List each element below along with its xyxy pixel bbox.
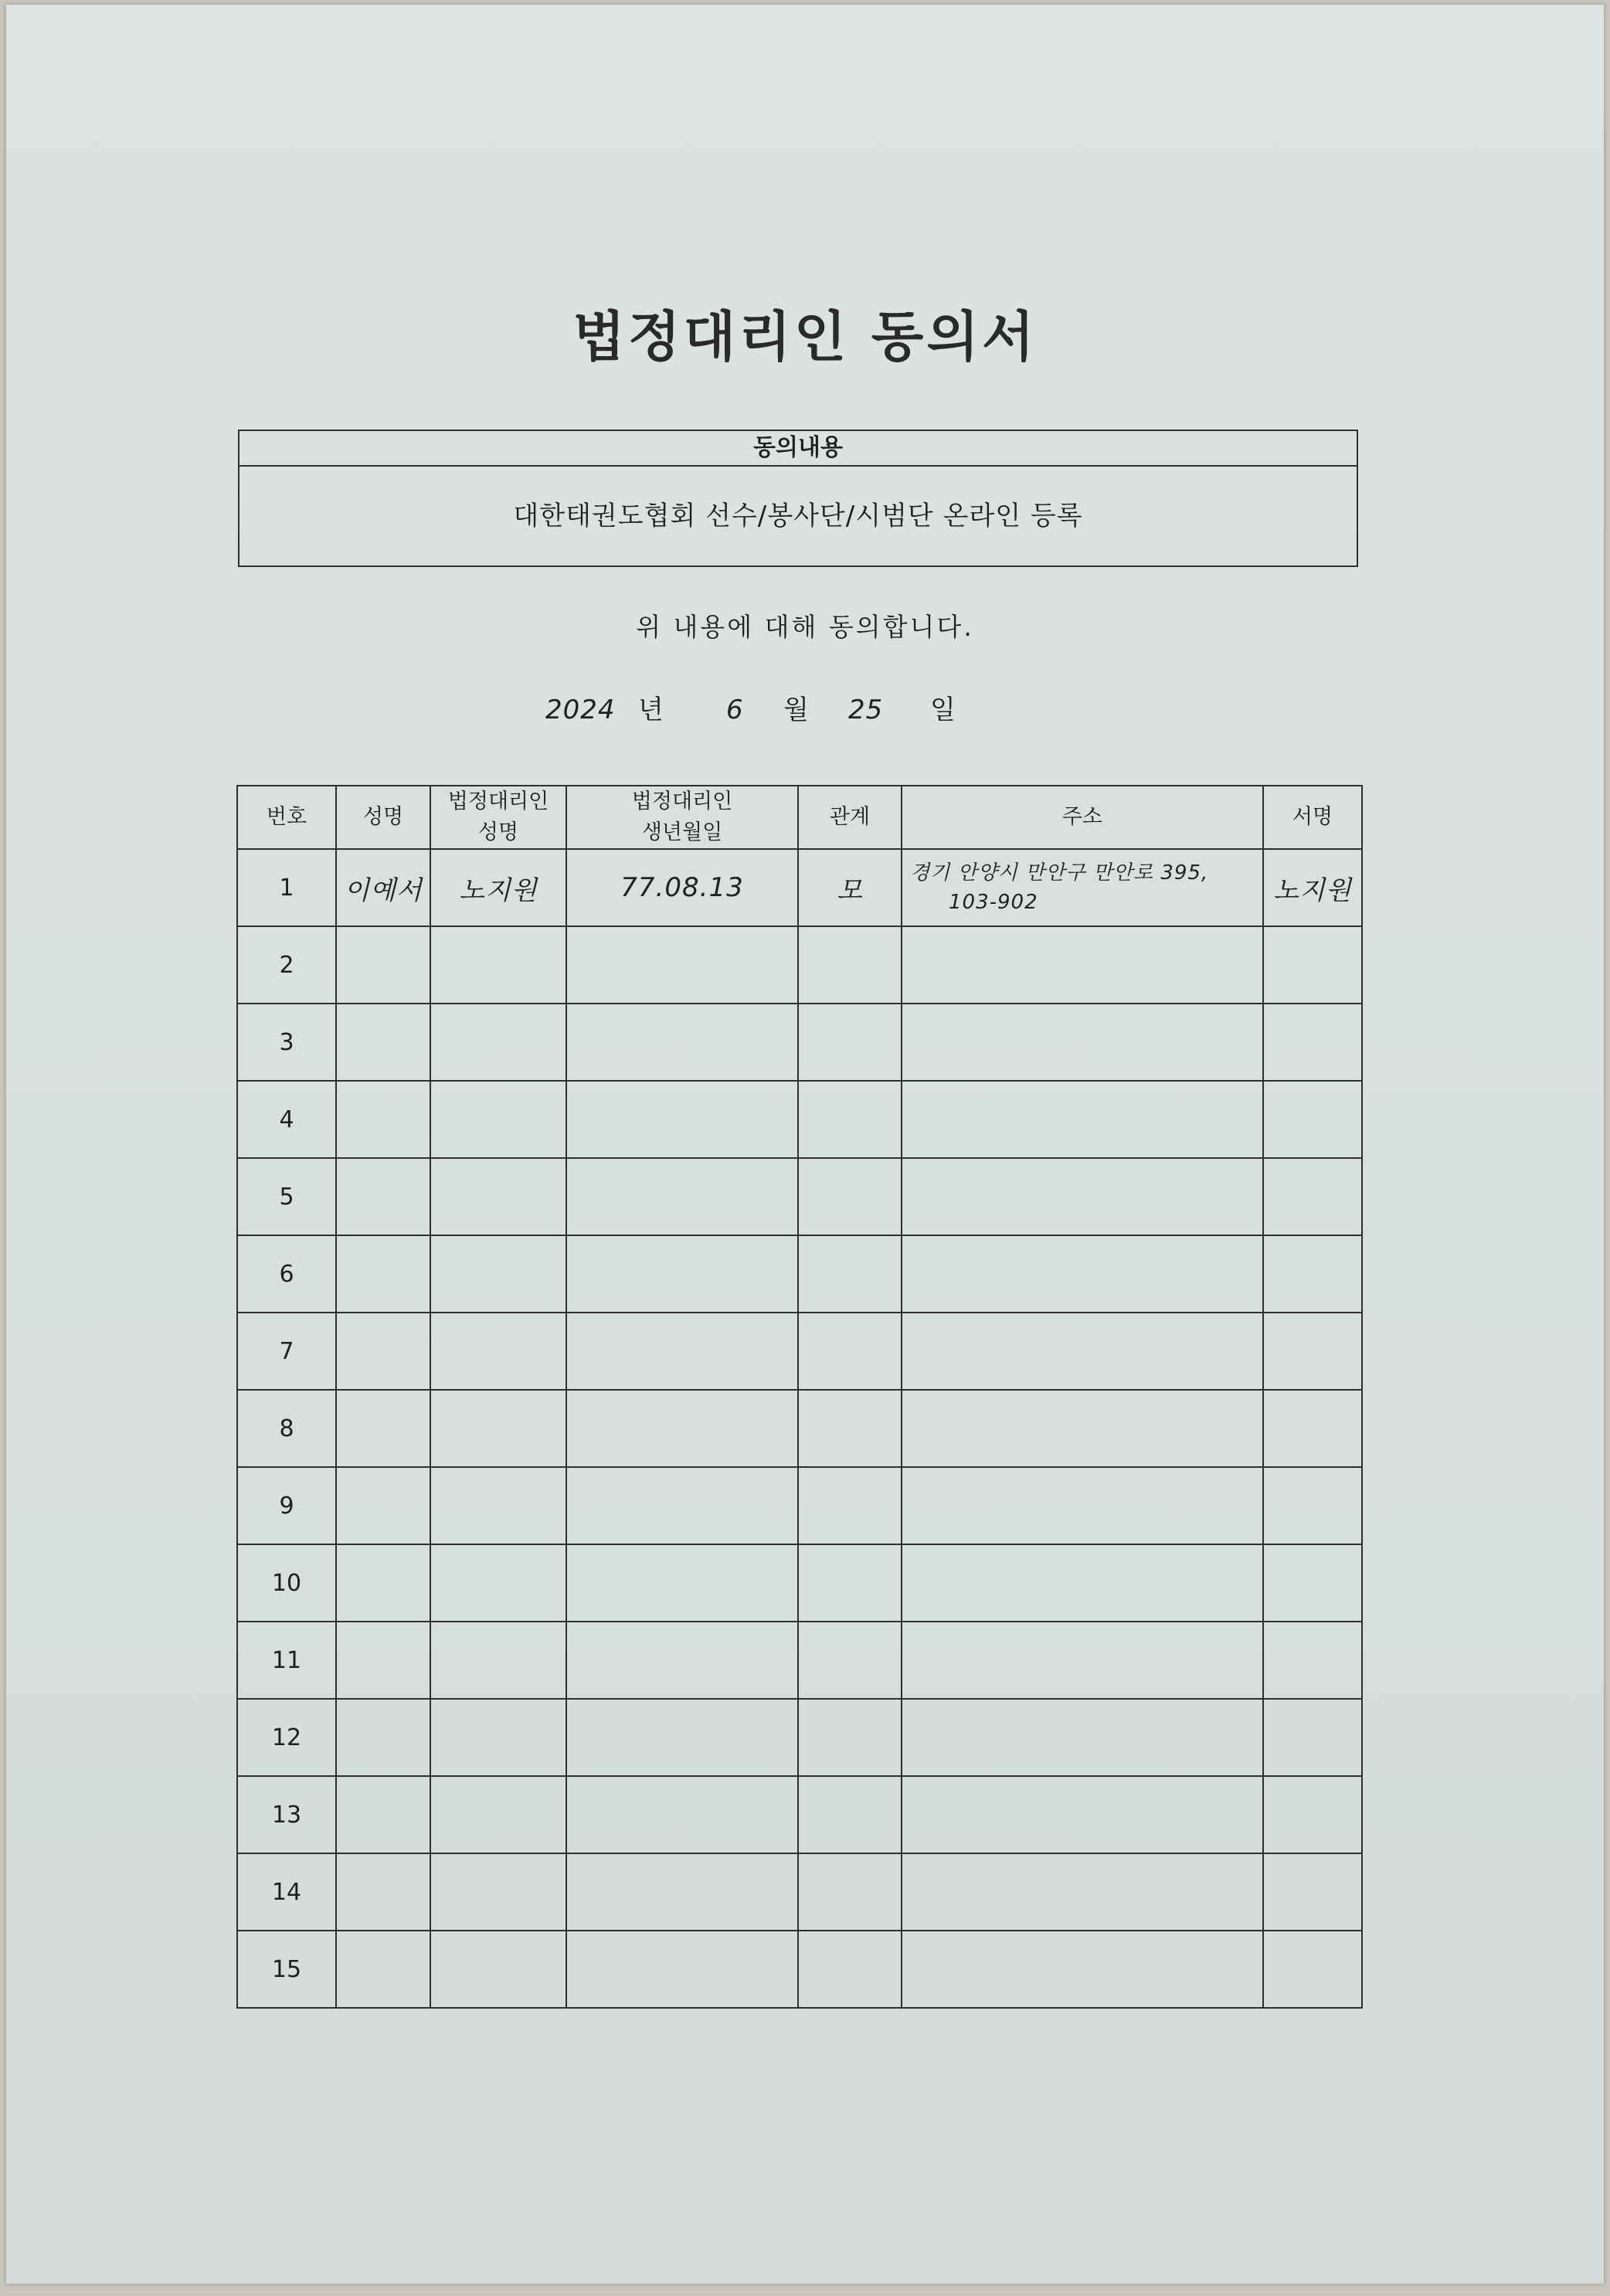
guardian-name-value: 노지원 — [459, 875, 538, 906]
guardian-birth-cell[interactable] — [566, 1004, 798, 1081]
date-year: 2024 — [545, 695, 616, 725]
guardian-birth-cell[interactable] — [566, 849, 798, 926]
signature-cell[interactable] — [1263, 1390, 1362, 1467]
header-address: 주소 — [902, 786, 1263, 849]
relation-cell[interactable] — [798, 1699, 902, 1776]
relation-cell[interactable] — [798, 1235, 902, 1313]
guardian-name-cell[interactable] — [430, 1853, 566, 1931]
signature-cell[interactable] — [1263, 1467, 1362, 1544]
relation-cell[interactable] — [798, 1776, 902, 1853]
guardian-name-cell[interactable] — [430, 849, 566, 926]
relation-value: 모 — [837, 875, 863, 906]
table-row — [237, 1853, 1362, 1931]
guardian-name-cell[interactable] — [430, 1081, 566, 1158]
signature-cell[interactable] — [1263, 1699, 1362, 1776]
guardian-name-cell[interactable] — [430, 1390, 566, 1467]
table-row — [237, 849, 1362, 926]
address-cell[interactable] — [902, 1776, 1263, 1853]
name-value: 이예서 — [344, 875, 423, 906]
guardian-birth-cell[interactable] — [566, 1544, 798, 1622]
guardian-name-cell[interactable] — [430, 1467, 566, 1544]
address-cell[interactable] — [902, 1004, 1263, 1081]
name-cell[interactable] — [336, 1235, 430, 1313]
header-name: 성명 — [336, 786, 430, 849]
address-cell[interactable] — [902, 1622, 1263, 1699]
table-row — [237, 1467, 1362, 1544]
guardian-birth-cell[interactable] — [566, 1853, 798, 1931]
address-cell[interactable] — [902, 926, 1263, 1004]
name-cell[interactable] — [336, 1390, 430, 1467]
row-number: 3 — [237, 1004, 336, 1081]
guardian-table — [236, 785, 1363, 2009]
row-number: 15 — [237, 1931, 336, 2008]
signature-cell[interactable] — [1263, 926, 1362, 1004]
table-row — [237, 1390, 1362, 1467]
address-cell[interactable] — [902, 1853, 1263, 1931]
guardian-birth-cell[interactable] — [566, 1158, 798, 1235]
row-number: 14 — [237, 1853, 336, 1931]
guardian-birth-cell[interactable] — [566, 1081, 798, 1158]
table-row — [237, 1081, 1362, 1158]
relation-cell[interactable] — [798, 1004, 902, 1081]
address-cell[interactable] — [902, 1699, 1263, 1776]
row-number: 4 — [237, 1081, 336, 1158]
guardian-name-cell[interactable] — [430, 1544, 566, 1622]
relation-cell[interactable] — [798, 1158, 902, 1235]
relation-cell[interactable] — [798, 1853, 902, 1931]
address-cell[interactable] — [902, 1158, 1263, 1235]
guardian-name-cell[interactable] — [430, 1622, 566, 1699]
address-cell[interactable] — [902, 1390, 1263, 1467]
relation-cell[interactable] — [798, 849, 902, 926]
row-number: 6 — [237, 1235, 336, 1313]
guardian-name-cell[interactable] — [430, 1235, 566, 1313]
guardian-name-cell[interactable] — [430, 1699, 566, 1776]
row-number: 11 — [237, 1622, 336, 1699]
guardian-birth-cell[interactable] — [566, 1622, 798, 1699]
name-cell[interactable] — [336, 1544, 430, 1622]
row-number: 7 — [237, 1313, 336, 1390]
name-cell[interactable] — [336, 1622, 430, 1699]
signature-cell[interactable] — [1263, 1622, 1362, 1699]
address-cell[interactable] — [902, 1467, 1263, 1544]
guardian-birth-cell[interactable] — [566, 1313, 798, 1390]
address-cell[interactable] — [902, 849, 1263, 926]
name-cell[interactable] — [336, 849, 430, 926]
signature-value: 노지원 — [1273, 875, 1352, 906]
table-row — [237, 1699, 1362, 1776]
name-cell[interactable] — [336, 1699, 430, 1776]
signature-cell[interactable] — [1263, 1158, 1362, 1235]
guardian-birth-cell[interactable] — [566, 1931, 798, 2008]
row-number: 8 — [237, 1390, 336, 1467]
signature-cell[interactable] — [1263, 849, 1362, 926]
guardian-name-cell[interactable] — [430, 926, 566, 1004]
header-signature: 서명 — [1263, 786, 1362, 849]
guardian-birth-value: 77.08.13 — [620, 872, 744, 903]
name-cell[interactable] — [336, 1004, 430, 1081]
guardian-name-cell[interactable] — [430, 1776, 566, 1853]
relation-cell[interactable] — [798, 1544, 902, 1622]
name-cell[interactable] — [336, 1776, 430, 1853]
signature-cell[interactable] — [1263, 1313, 1362, 1390]
header-number: 번호 — [237, 786, 336, 849]
row-number: 13 — [237, 1776, 336, 1853]
guardian-name-cell[interactable] — [430, 1931, 566, 2008]
name-cell[interactable] — [336, 1467, 430, 1544]
relation-cell[interactable] — [798, 926, 902, 1004]
header-guardian-name — [430, 786, 566, 849]
name-cell[interactable] — [336, 1313, 430, 1390]
signature-cell[interactable] — [1263, 1081, 1362, 1158]
guardian-birth-cell[interactable] — [566, 1776, 798, 1853]
table-row — [237, 1622, 1362, 1699]
address-line-1: 경기 안양시 만안구 만안로 395, — [910, 861, 1209, 885]
consent-body: 대한태권도협회 선수/봉사단/시범단 온라인 등록 — [513, 501, 1083, 532]
signature-cell[interactable] — [1263, 1004, 1362, 1081]
relation-cell[interactable] — [798, 1467, 902, 1544]
table-row — [237, 1004, 1362, 1081]
document-title: 법정대리인 동의서 — [572, 305, 1038, 369]
guardian-name-cell[interactable] — [430, 1158, 566, 1235]
header-relation: 관계 — [798, 786, 902, 849]
row-number: 2 — [237, 926, 336, 1004]
relation-cell[interactable] — [798, 1313, 902, 1390]
row-number: 9 — [237, 1467, 336, 1544]
address-cell[interactable] — [902, 1081, 1263, 1158]
signature-cell[interactable] — [1263, 1235, 1362, 1313]
table-row — [237, 1235, 1362, 1313]
header-guardian-name-line1: 법정대리인 — [447, 790, 549, 813]
table-row — [237, 1544, 1362, 1622]
header-guardian-birth-line1: 법정대리인 — [631, 790, 733, 813]
consent-header: 동의내용 — [239, 431, 1357, 467]
table-row — [237, 1931, 1362, 2008]
row-number: 1 — [237, 849, 336, 926]
name-cell[interactable] — [336, 926, 430, 1004]
table-row — [237, 926, 1362, 1004]
header-guardian-birth-line2: 생년월일 — [641, 820, 723, 844]
name-cell[interactable] — [336, 1931, 430, 2008]
row-number: 10 — [237, 1544, 336, 1622]
relation-cell[interactable] — [798, 1081, 902, 1158]
signature-cell[interactable] — [1263, 1853, 1362, 1931]
guardian-birth-cell[interactable] — [566, 1699, 798, 1776]
address-line-2: 103-902 — [949, 891, 1038, 914]
guardian-birth-cell[interactable] — [566, 926, 798, 1004]
date-year-unit: 년 — [638, 695, 664, 725]
relation-cell[interactable] — [798, 1931, 902, 2008]
date-month: 6 — [726, 695, 744, 725]
signature-cell[interactable] — [1263, 1776, 1362, 1853]
table-row — [237, 1313, 1362, 1390]
header-guardian-name-line2: 성명 — [477, 820, 519, 844]
signature-cell[interactable] — [1263, 1931, 1362, 2008]
guardian-name-cell[interactable] — [430, 1004, 566, 1081]
relation-cell[interactable] — [798, 1622, 902, 1699]
address-cell[interactable] — [902, 1313, 1263, 1390]
table-row — [237, 1776, 1362, 1853]
guardian-birth-cell[interactable] — [566, 1235, 798, 1313]
address-cell[interactable] — [902, 1235, 1263, 1313]
row-number: 12 — [237, 1699, 336, 1776]
address-cell[interactable] — [902, 1931, 1263, 2008]
name-cell[interactable] — [336, 1853, 430, 1931]
guardian-birth-cell[interactable] — [566, 1467, 798, 1544]
agreement-text: 위 내용에 대해 동의합니다. — [636, 612, 974, 642]
date-day-unit: 일 — [930, 695, 956, 725]
address-cell[interactable] — [902, 1544, 1263, 1622]
table-row — [237, 1158, 1362, 1235]
row-number: 5 — [237, 1158, 336, 1235]
signature-cell[interactable] — [1263, 1544, 1362, 1622]
consent-box — [238, 430, 1358, 567]
date-day: 25 — [848, 695, 884, 725]
name-cell[interactable] — [336, 1081, 430, 1158]
name-cell[interactable] — [336, 1158, 430, 1235]
header-guardian-birth — [566, 786, 798, 849]
guardian-birth-cell[interactable] — [566, 1390, 798, 1467]
guardian-name-cell[interactable] — [430, 1313, 566, 1390]
date-month-unit: 월 — [783, 695, 809, 725]
table-header-row — [237, 786, 1362, 849]
relation-cell[interactable] — [798, 1390, 902, 1467]
